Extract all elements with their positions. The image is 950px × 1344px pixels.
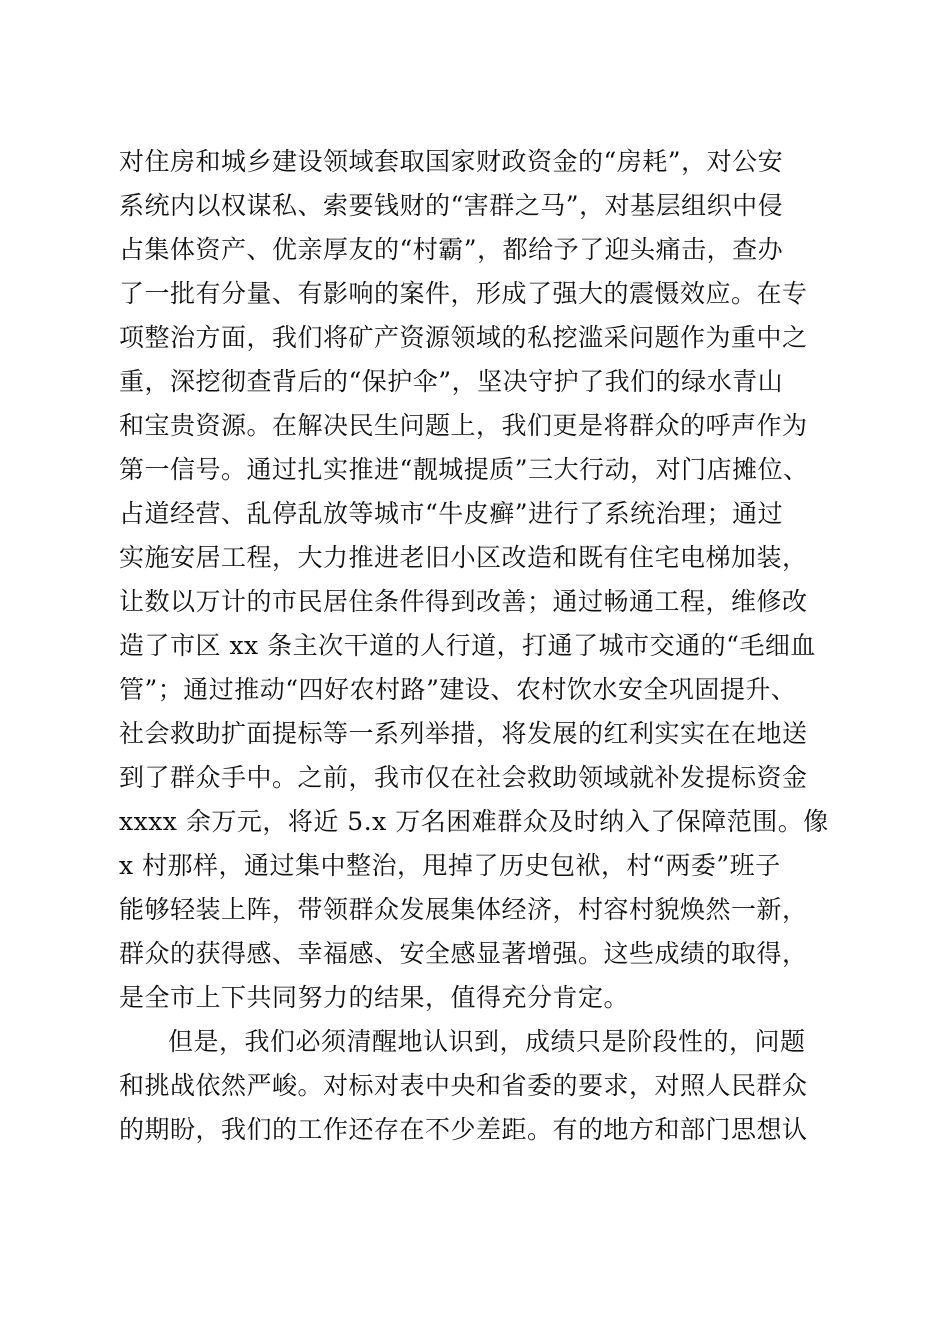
paragraph-line: 系统内以权谋私、索要钱财的“害群之马”，对基层组织中侵 — [119, 191, 784, 220]
paragraph-line: 让数以万计的市民居住条件得到改善；通过畅通工程，维修改 — [119, 587, 808, 616]
paragraph-line: 项整治方面，我们将矿产资源领域的私挖滥采问题作为重中之 — [119, 323, 808, 352]
paragraph-line: 但是，我们必须清醒地认识到，成绩只是阶段性的，问题 — [168, 1027, 806, 1056]
paragraph-line: 对住房和城乡建设领域套取国家财政资金的“房耗”，对公安 — [119, 147, 784, 176]
paragraph-line: 到了群众手中。之前，我市仅在社会救助领域就补发提标资金 — [119, 763, 808, 792]
paragraph-line: 了一批有分量、有影响的案件，形成了强大的震慑效应。在专 — [119, 279, 808, 308]
paragraph-line: 社会救助扩面提标等一系列举措，将发展的红利实实在在地送 — [119, 719, 808, 748]
paragraph-line: 是全市上下共同努力的结果，值得充分肯定。 — [119, 983, 630, 1012]
paragraph-line: 占集体资产、优亲厚友的“村霸”，都给予了迎头痛击，查办 — [119, 235, 784, 264]
paragraph-line: 造了市区 xx 条主次干道的人行道，打通了城市交通的“毛细血 — [119, 631, 816, 660]
paragraph-line: 的期盼，我们的工作还存在不少差距。有的地方和部门思想认 — [119, 1115, 808, 1144]
paragraph-line: 和宝贵资源。在解决民生问题上，我们更是将群众的呼声作为 — [119, 411, 808, 440]
paragraph-line: 和挑战依然严峻。对标对表中央和省委的要求，对照人民群众 — [119, 1071, 808, 1100]
paragraph-line: 能够轻装上阵，带领群众发展集体经济，村容村貌焕然一新， — [119, 895, 808, 924]
paragraph-line: 重，深挖彻查背后的“保护伞”，坚决守护了我们的绿水青山 — [119, 367, 784, 396]
paragraph-line: 群众的获得感、幸福感、安全感显著增强。这些成绩的取得， — [119, 939, 808, 968]
paragraph-line: 占道经营、乱停乱放等城市“牛皮癣”进行了系统治理；通过 — [119, 499, 784, 528]
paragraph-line: 实施安居工程，大力推进老旧小区改造和既有住宅电梯加装， — [119, 543, 808, 572]
paragraph-line: xxxx 余万元，将近 5.x 万名困难群众及时纳入了保障范围。像 — [119, 807, 829, 836]
paragraph-line: 管”；通过推动“四好农村路”建设、农村饮水安全巩固提升、 — [119, 675, 797, 704]
paragraph-line: 第一信号。通过扎实推进“靓城提质”三大行动，对门店摊位、 — [119, 455, 809, 484]
paragraph-line: x 村那样，通过集中整治，甩掉了历史包袱，村“两委”班子 — [119, 851, 781, 880]
